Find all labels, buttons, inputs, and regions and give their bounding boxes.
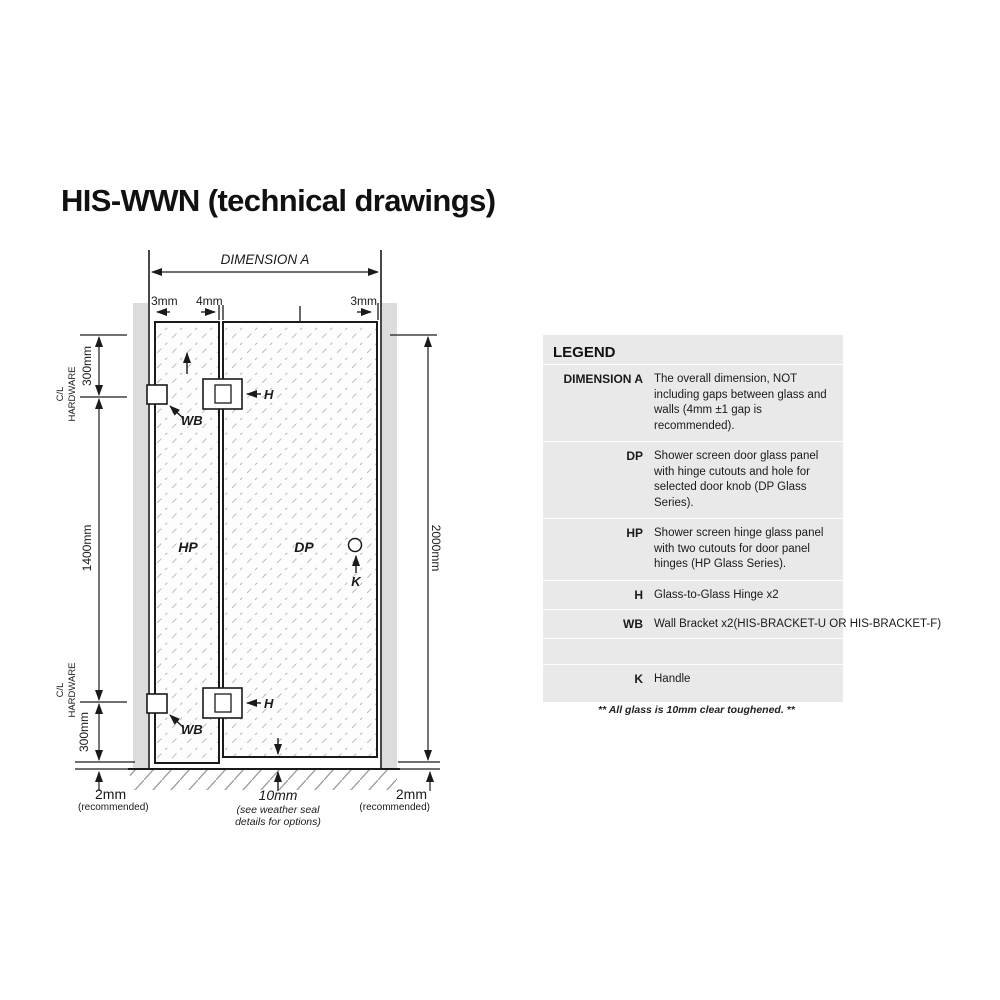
legend-row-wb (543, 609, 942, 638)
dim-bottom-label: 300mm (77, 711, 91, 753)
technical-drawing (50, 240, 520, 835)
legend-row-hp (543, 518, 843, 580)
door-gap-note-2: details for options) (235, 816, 321, 828)
page-title: HIS-WWN (technical drawings) (61, 183, 496, 218)
legend-desc: Wall Bracket x2(HIS-BRACKET-U OR HIS-BRACKET-F) (654, 618, 942, 630)
hinge-top (203, 379, 242, 409)
hinge-panel-label: HP (178, 539, 198, 555)
door-panel-label: DP (294, 539, 314, 555)
cl-hardware-bottom-2: HARDWARE (67, 662, 78, 718)
legend-key: K (634, 672, 643, 686)
handle-label: K (351, 574, 361, 589)
legend-title: LEGEND (553, 344, 616, 361)
gap-right-label: 3mm (350, 294, 377, 308)
legend-footnote: ** All glass is 10mm clear toughened. ** (598, 704, 795, 716)
wall-bracket-bottom (147, 694, 167, 713)
legend-key: H (634, 588, 643, 602)
legend-key: WB (623, 617, 643, 631)
legend-key: DP (626, 449, 643, 463)
legend-row-dp (543, 441, 843, 518)
legend-desc: Glass-to-Glass Hinge x2 (654, 589, 779, 601)
hinge-top-label: H (264, 387, 274, 402)
gap-left-label: 3mm (151, 294, 178, 308)
hinge-bottom-label: H (264, 696, 274, 711)
legend-desc: The overall dimension, NOT including gaps between glass and walls (4mm ±1 gap is recommended). (654, 373, 827, 432)
gap-dimensions (157, 303, 378, 322)
floor-gap-right-label: 2mm (395, 786, 427, 802)
dim-height-label: 2000mm (429, 524, 443, 572)
hinge-bottom (203, 688, 242, 718)
floor-gap-left-note: (recommended) (78, 802, 149, 813)
wall-bracket-top (147, 385, 167, 404)
dim-middle-label: 1400mm (80, 524, 94, 572)
door-gap-label: 10mm (258, 787, 298, 803)
door-knob (349, 539, 362, 552)
bracket-top-label: WB (181, 413, 203, 428)
cl-hardware-top-2: HARDWARE (67, 366, 78, 422)
legend-desc (654, 639, 834, 664)
legend-row-empty (543, 638, 843, 664)
legend-key (543, 639, 643, 664)
legend-row-h (543, 580, 843, 609)
wall-right (382, 303, 397, 769)
legend-panel (543, 335, 942, 702)
legend-key: HP (626, 526, 643, 540)
legend-row-dimension-a (543, 364, 843, 441)
dim-top-label: 300mm (80, 345, 94, 387)
dimension-a-label: DIMENSION A (220, 252, 310, 267)
floor-gap-left-label: 2mm (95, 786, 127, 802)
legend-desc: Handle (654, 673, 691, 685)
legend-desc: Shower screen door glass panel with hinge cutouts and hole for selected door knob (DP Glass Series). (654, 450, 819, 509)
legend-row-k (543, 664, 843, 700)
legend-key: DIMENSION A (563, 372, 643, 386)
door-gap-note-1: (see weather seal (236, 804, 320, 816)
bracket-bottom-label: WB (181, 722, 203, 737)
cl-hardware-top-1: C/L (55, 386, 66, 402)
gap-middle-label: 4mm (196, 294, 223, 308)
cl-hardware-bottom-1: C/L (55, 682, 66, 698)
wall-left (133, 303, 148, 769)
legend-desc: Shower screen hinge glass panel with two cutouts for door panel hinges (HP Glass Series). (654, 527, 824, 570)
floor-gap-right-note: (recommended) (359, 802, 430, 813)
